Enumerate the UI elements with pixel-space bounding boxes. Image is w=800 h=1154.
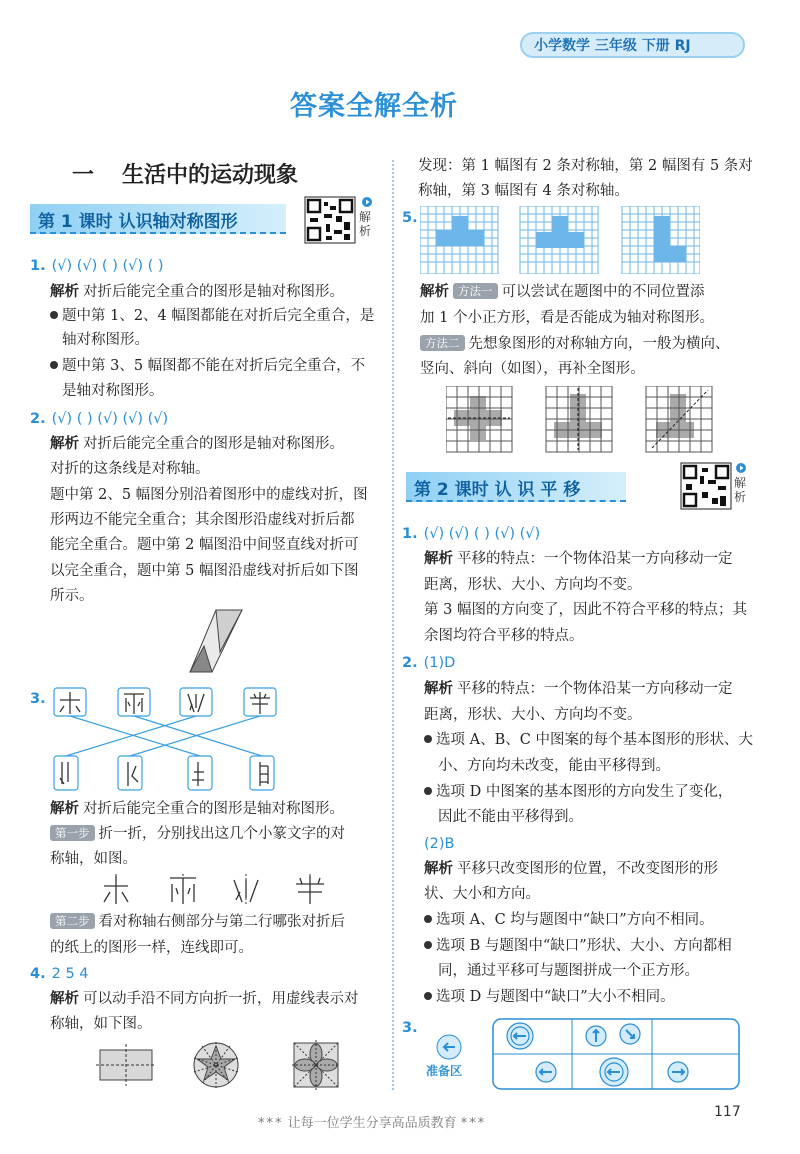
- folded-shape-figure: [186, 606, 246, 676]
- method1-tag: 方法一: [453, 283, 498, 299]
- l2q1-line2: 距离，形状、大小、方向均不变。: [424, 577, 642, 593]
- page-title: 答案全解全析: [290, 91, 458, 122]
- analysis-label: 解析: [420, 284, 449, 300]
- q2-answer: (√) ( ) (√) (√) (√): [51, 411, 169, 427]
- analysis-label: 解析: [424, 861, 453, 877]
- lesson1-title: 第 1 课时 认识轴对称图形: [38, 212, 238, 232]
- analysis-label: 解析: [424, 681, 453, 697]
- l2q3-number: 3.: [402, 1020, 418, 1036]
- l2q1-line1: 平移的特点：一个物体沿某一方向移动一定: [457, 551, 733, 567]
- q4-number: 4.: [30, 966, 46, 982]
- analysis-label: 解析: [50, 991, 79, 1007]
- l2q2-line2: 距离，形状、大小、方向均不变。: [424, 707, 642, 723]
- unit-number: 一: [72, 163, 95, 188]
- l2q2-answer1: (1)D: [423, 655, 456, 671]
- q3-line1: 对折后能完全重合的图形是轴对称图形。: [83, 801, 344, 817]
- q4-line1: 可以动手沿不同方向折一折，用虚线表示对: [83, 991, 359, 1007]
- q4-line2: 称轴，如下图。: [50, 1016, 152, 1032]
- q2-line7: 所示。: [50, 588, 94, 604]
- footer-slogan: *** 让每一位学生分享高品质教育 ***: [258, 1116, 487, 1131]
- q2-line2: 对折的这条线是对称轴。: [50, 461, 210, 477]
- footer-slogan-text: 让每一位学生分享高品质教育: [287, 1116, 457, 1131]
- l2q2-bullet4-b: 同，通过平移可与题图拼成一个正方形。: [438, 963, 699, 979]
- q2-line1: 对折后能完全重合的图形是轴对称图形。: [83, 436, 344, 452]
- q5-line4: 竖向、斜向（如图），再补全图形。: [420, 361, 645, 377]
- prep-zone-label: 准备区: [426, 1064, 463, 1078]
- l2q2-bullet3: 选项 A、C 均与题图中“缺口”方向不相同。: [424, 910, 714, 930]
- l2q2-bullet1-b: 小、方向均未改变，能由平移得到。: [438, 758, 670, 774]
- q3-matching-figure: [48, 686, 288, 794]
- l2q2-number: 2.: [402, 655, 418, 671]
- analysis-label: 解析: [50, 801, 79, 817]
- q5-number: 5.: [402, 210, 418, 226]
- q3-number: 3.: [30, 691, 46, 707]
- q1-bullet2-b: 是轴对称图形。: [62, 383, 164, 399]
- qr-code-icon[interactable]: [680, 462, 734, 510]
- analysis-label: 解析: [50, 436, 79, 452]
- q1-answer: (√) (√) ( ) (√) ( ): [51, 258, 164, 274]
- l2q2-bullet2-b: 因此不能由平移得到。: [438, 809, 583, 825]
- method2-tag: 方法二: [420, 335, 465, 351]
- l2q1-line3: 第 3 幅图的方向变了，因此不符合平移的特点；其: [424, 602, 747, 618]
- q3-line4: 看对称轴右侧部分与第二行哪张对折后: [98, 914, 345, 930]
- step1-tag: 第一步: [50, 825, 95, 841]
- q5-line2: 加 1 个小正方形，看是否能成为轴对称图形。: [420, 310, 714, 326]
- q2-line4: 形两边不能完全重合；其余图形沿虚线对折后都: [50, 512, 355, 528]
- q4-answer: 2 5 4: [51, 966, 89, 982]
- q2-line3: 题中第 2、5 幅图分别沿着图形中的虚线对折，图: [50, 487, 368, 503]
- qr-code-icon[interactable]: [304, 196, 358, 244]
- q1-explain: 对折后能完全重合的图形是轴对称图形。: [83, 284, 344, 300]
- q2-number: 2.: [30, 411, 46, 427]
- l2q2-answer2: (2)B: [424, 836, 455, 852]
- q5-line3: 先想象图形的对称轴方向，一般为横向、: [468, 336, 730, 352]
- qr-label: 解析: [734, 476, 747, 504]
- q3-line2: 折一折，分别找出这几个小篆文字的对: [98, 826, 345, 842]
- q1-bullet1-a: 题中第 1、2、4 幅图都能在对折后完全重合，是: [50, 306, 374, 326]
- q5-grid-figure: [420, 206, 700, 274]
- l2q2-bullet1-a: 选项 A、B、C 中图案的每个基本图形的形状、大: [424, 730, 753, 750]
- unit-title: 生活中的运动现象: [122, 163, 299, 188]
- l2q2-bullet5: 选项 D 与题图中“缺口”大小不相同。: [424, 987, 675, 1007]
- l2q1-number: 1.: [402, 526, 418, 542]
- q5-line1: 可以尝试在题图中的不同位置添: [501, 284, 705, 300]
- symmetry-axes-figure: [96, 1040, 356, 1090]
- column-divider: [392, 160, 394, 1090]
- l2q2-line4: 状、大小和方向。: [424, 886, 540, 902]
- l2q1-line4: 余图均符合平移的特点。: [424, 628, 584, 644]
- q5-completed-figure: [446, 386, 714, 454]
- found-line1: 发现：第 1 幅图有 2 条对称轴，第 2 幅图有 5 条对: [418, 158, 753, 174]
- prep-zone-arrow-icon: [436, 1034, 462, 1060]
- lesson2-title: 第 2 课时 认 识 平 移: [414, 480, 581, 500]
- step2-tag: 第二步: [50, 913, 95, 929]
- q2-line6: 以完全重合，题中第 5 幅图沿虚线对折后如下图: [50, 563, 359, 579]
- l2q2-line1: 平移的特点：一个物体沿某一方向移动一定: [457, 681, 733, 697]
- found-line2: 称轴，第 3 幅图有 4 条对称轴。: [418, 183, 629, 199]
- l2q1-answer: (√) (√) ( ) (√) (√): [423, 526, 541, 542]
- page-number: 117: [714, 1104, 741, 1120]
- q1-bullet2-a: 题中第 3、5 幅图都不能在对折后完全重合，不: [50, 356, 365, 376]
- q2-line5: 能完全重合。题中第 2 幅图沿中间竖直线对折可: [50, 537, 359, 553]
- q3-line3: 称轴，如图。: [50, 851, 137, 867]
- q3-line5: 的纸上的图形一样，连线即可。: [50, 940, 253, 956]
- l2q2-bullet2-a: 选项 D 中图案的基本图形的方向发生了变化，: [424, 782, 732, 802]
- header-grade: 小学数学 三年级 下册 RJ: [534, 38, 691, 54]
- play-icon: [362, 197, 372, 207]
- arrow-grid-figure: [492, 1018, 740, 1090]
- q1-bullet1-b: 轴对称图形。: [62, 332, 149, 348]
- q1-number: 1.: [30, 258, 46, 274]
- qr-label: 解析: [359, 210, 372, 238]
- l2q2-bullet4-a: 选项 B 与题图中“缺口”形状、大小、方向都相: [424, 936, 732, 956]
- l2q2-line3: 平移只改变图形的位置，不改变图形的形: [457, 861, 718, 877]
- analysis-label: 解析: [50, 284, 79, 300]
- play-icon: [736, 463, 746, 473]
- seal-chars-axes-figure: [100, 874, 340, 906]
- analysis-label: 解析: [424, 551, 453, 567]
